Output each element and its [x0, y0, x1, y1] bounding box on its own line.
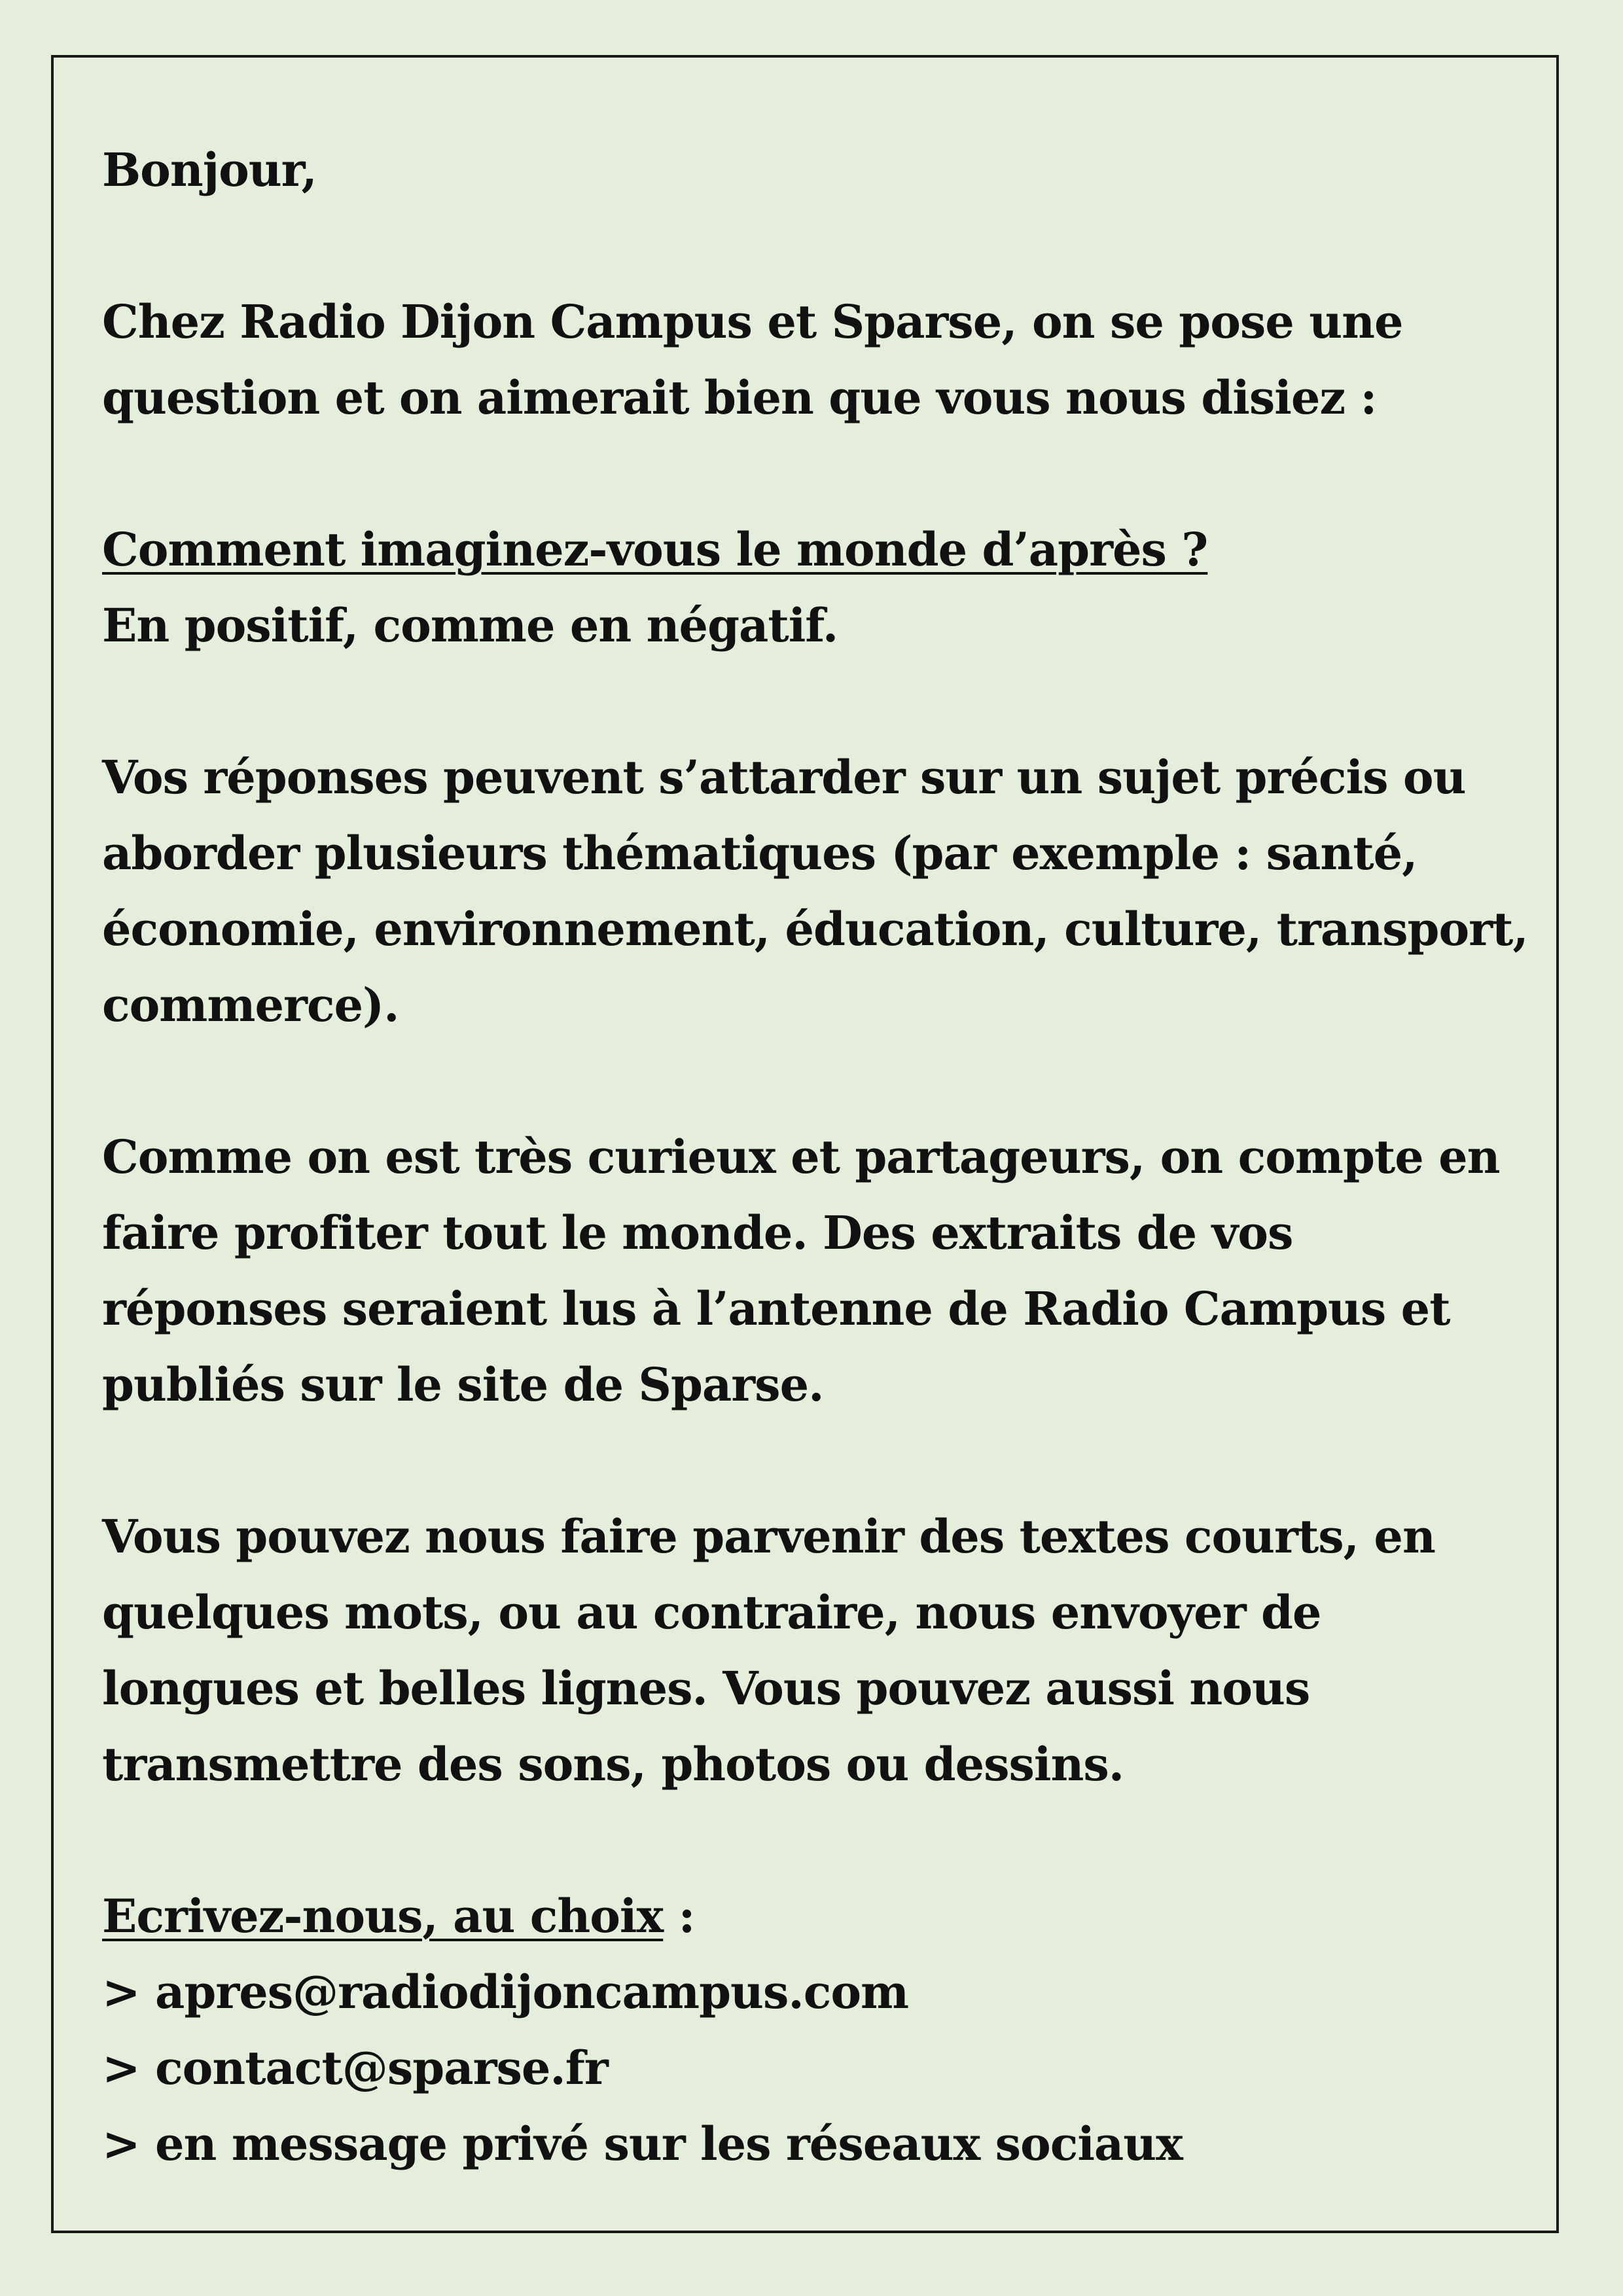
intro-paragraph: Chez Radio Dijon Campus et Sparse, on se pose une question et on aimerait bien que vous nous disiez : [102, 295, 1403, 425]
contact-block [102, 1878, 1529, 2182]
question-subtitle: En positif, comme en négatif. [102, 598, 838, 653]
contact-heading-colon: : [663, 1889, 695, 1943]
contact-heading: Ecrivez-nous, au choix [102, 1889, 664, 1943]
question-heading: Comment imaginez-vous le monde d’après ? [102, 522, 1208, 577]
contact-email-sparse[interactable]: > contact@sparse.fr [102, 2041, 608, 2095]
formats-paragraph: Vous pouvez nous faire parvenir des textes courts, en quelques mots, ou au contraire, nous envoyer de longues et belles lignes. Vous pouvez aussi nous transmettre des sons, photos ou dessins. [102, 1509, 1435, 1791]
share-paragraph: Comme on est très curieux et partageurs, on compte en faire profiter tout le monde. Des extraits de vos réponses seraient lus à l’antenne de Radio Campus et publiés sur le site de Sparse. [102, 1130, 1500, 1412]
contact-social-media: > en message privé sur les réseaux sociaux [102, 2117, 1183, 2171]
contact-heading-line [102, 1878, 1529, 1954]
contact-email-radio[interactable]: > apres@radiodijoncampus.com [102, 1965, 909, 2019]
question-block [102, 512, 1529, 664]
topics-paragraph: Vos réponses peuvent s’attarder sur un sujet précis ou aborder plusieurs thématiques (par exemple : santé, économie, environnement, éducation, culture, transport, commerce). [102, 750, 1528, 1032]
greeting: Bonjour, [102, 143, 317, 197]
letter-body [102, 132, 1529, 2258]
letter-frame [51, 55, 1559, 2233]
